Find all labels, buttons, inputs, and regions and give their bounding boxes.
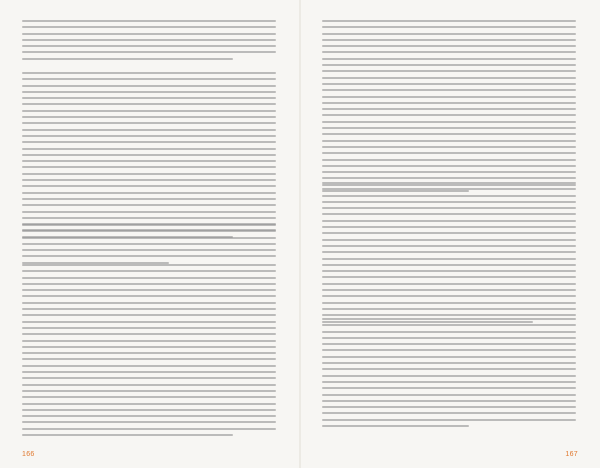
page-number: 167: [565, 451, 578, 458]
paragraph: [22, 72, 276, 242]
paragraph: [22, 224, 276, 268]
paragraph: [22, 20, 276, 64]
right-page: [300, 0, 600, 468]
paragraph: [322, 318, 576, 431]
paragraph: [22, 264, 276, 440]
paragraph: [322, 182, 576, 327]
page-number: 166: [22, 451, 35, 458]
paragraph: [322, 20, 576, 196]
